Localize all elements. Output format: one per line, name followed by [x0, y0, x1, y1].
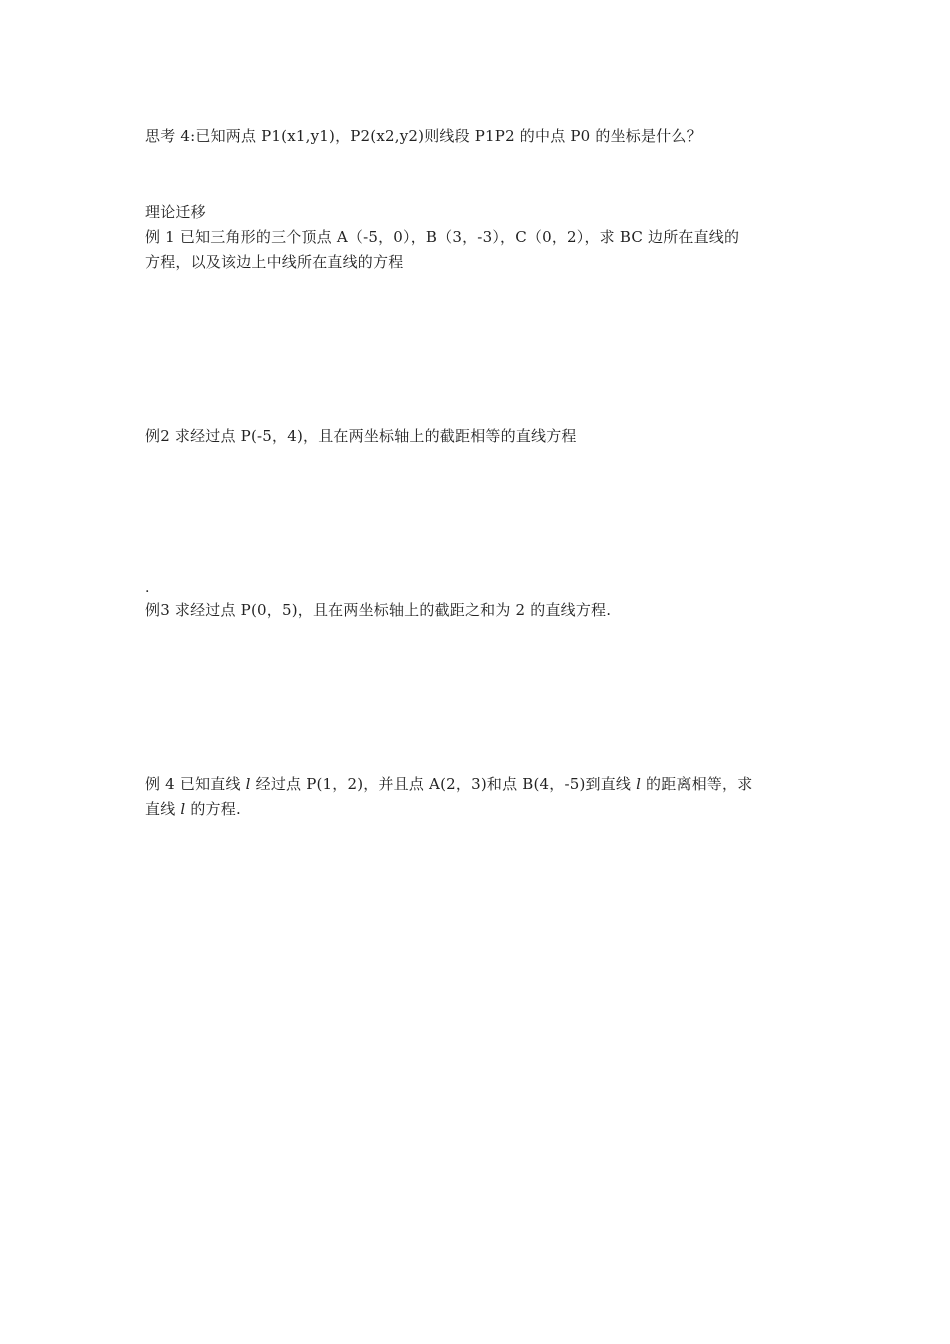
think-question-4: 思考 4:已知两点 P1(x1,y1)，P2(x2,y2)则线段 P1P2 的中点 P0 的坐标是什么？: [145, 127, 702, 145]
example-4-text-c: 的距离相等，求: [641, 775, 753, 793]
example-4-text-d: 直线: [145, 800, 181, 818]
example-3: 例3 求经过点 P(0，5)，且在两坐标轴上的截距之和为 2 的直线方程.: [145, 601, 612, 619]
example-4-line-1: [145, 772, 810, 796]
example-4-text-e: 的方程.: [185, 800, 241, 818]
section-title: 理论迁移: [145, 203, 206, 221]
example-1-line-1: 例 1 已知三角形的三个顶点 A（-5，0），B（3，-3），C（0，2），求 BC 边所在直线的: [145, 228, 740, 246]
example-4-line-2: [145, 797, 810, 821]
variable-l: l: [180, 800, 186, 818]
variable-l: l: [245, 775, 251, 793]
example-4-text-a: 例 4 已知直线: [145, 775, 246, 793]
example-1-line-2: 方程，以及该边上中线所在直线的方程: [145, 253, 404, 271]
example-2: 例2 求经过点 P(-5，4)，且在两坐标轴上的截距相等的直线方程: [145, 427, 577, 445]
stray-dot: .: [145, 580, 150, 596]
example-4-text-b: 经过点 P(1，2)，并且点 A(2，3)和点 B(4，-5)到直线: [250, 775, 637, 793]
variable-l: l: [636, 775, 642, 793]
